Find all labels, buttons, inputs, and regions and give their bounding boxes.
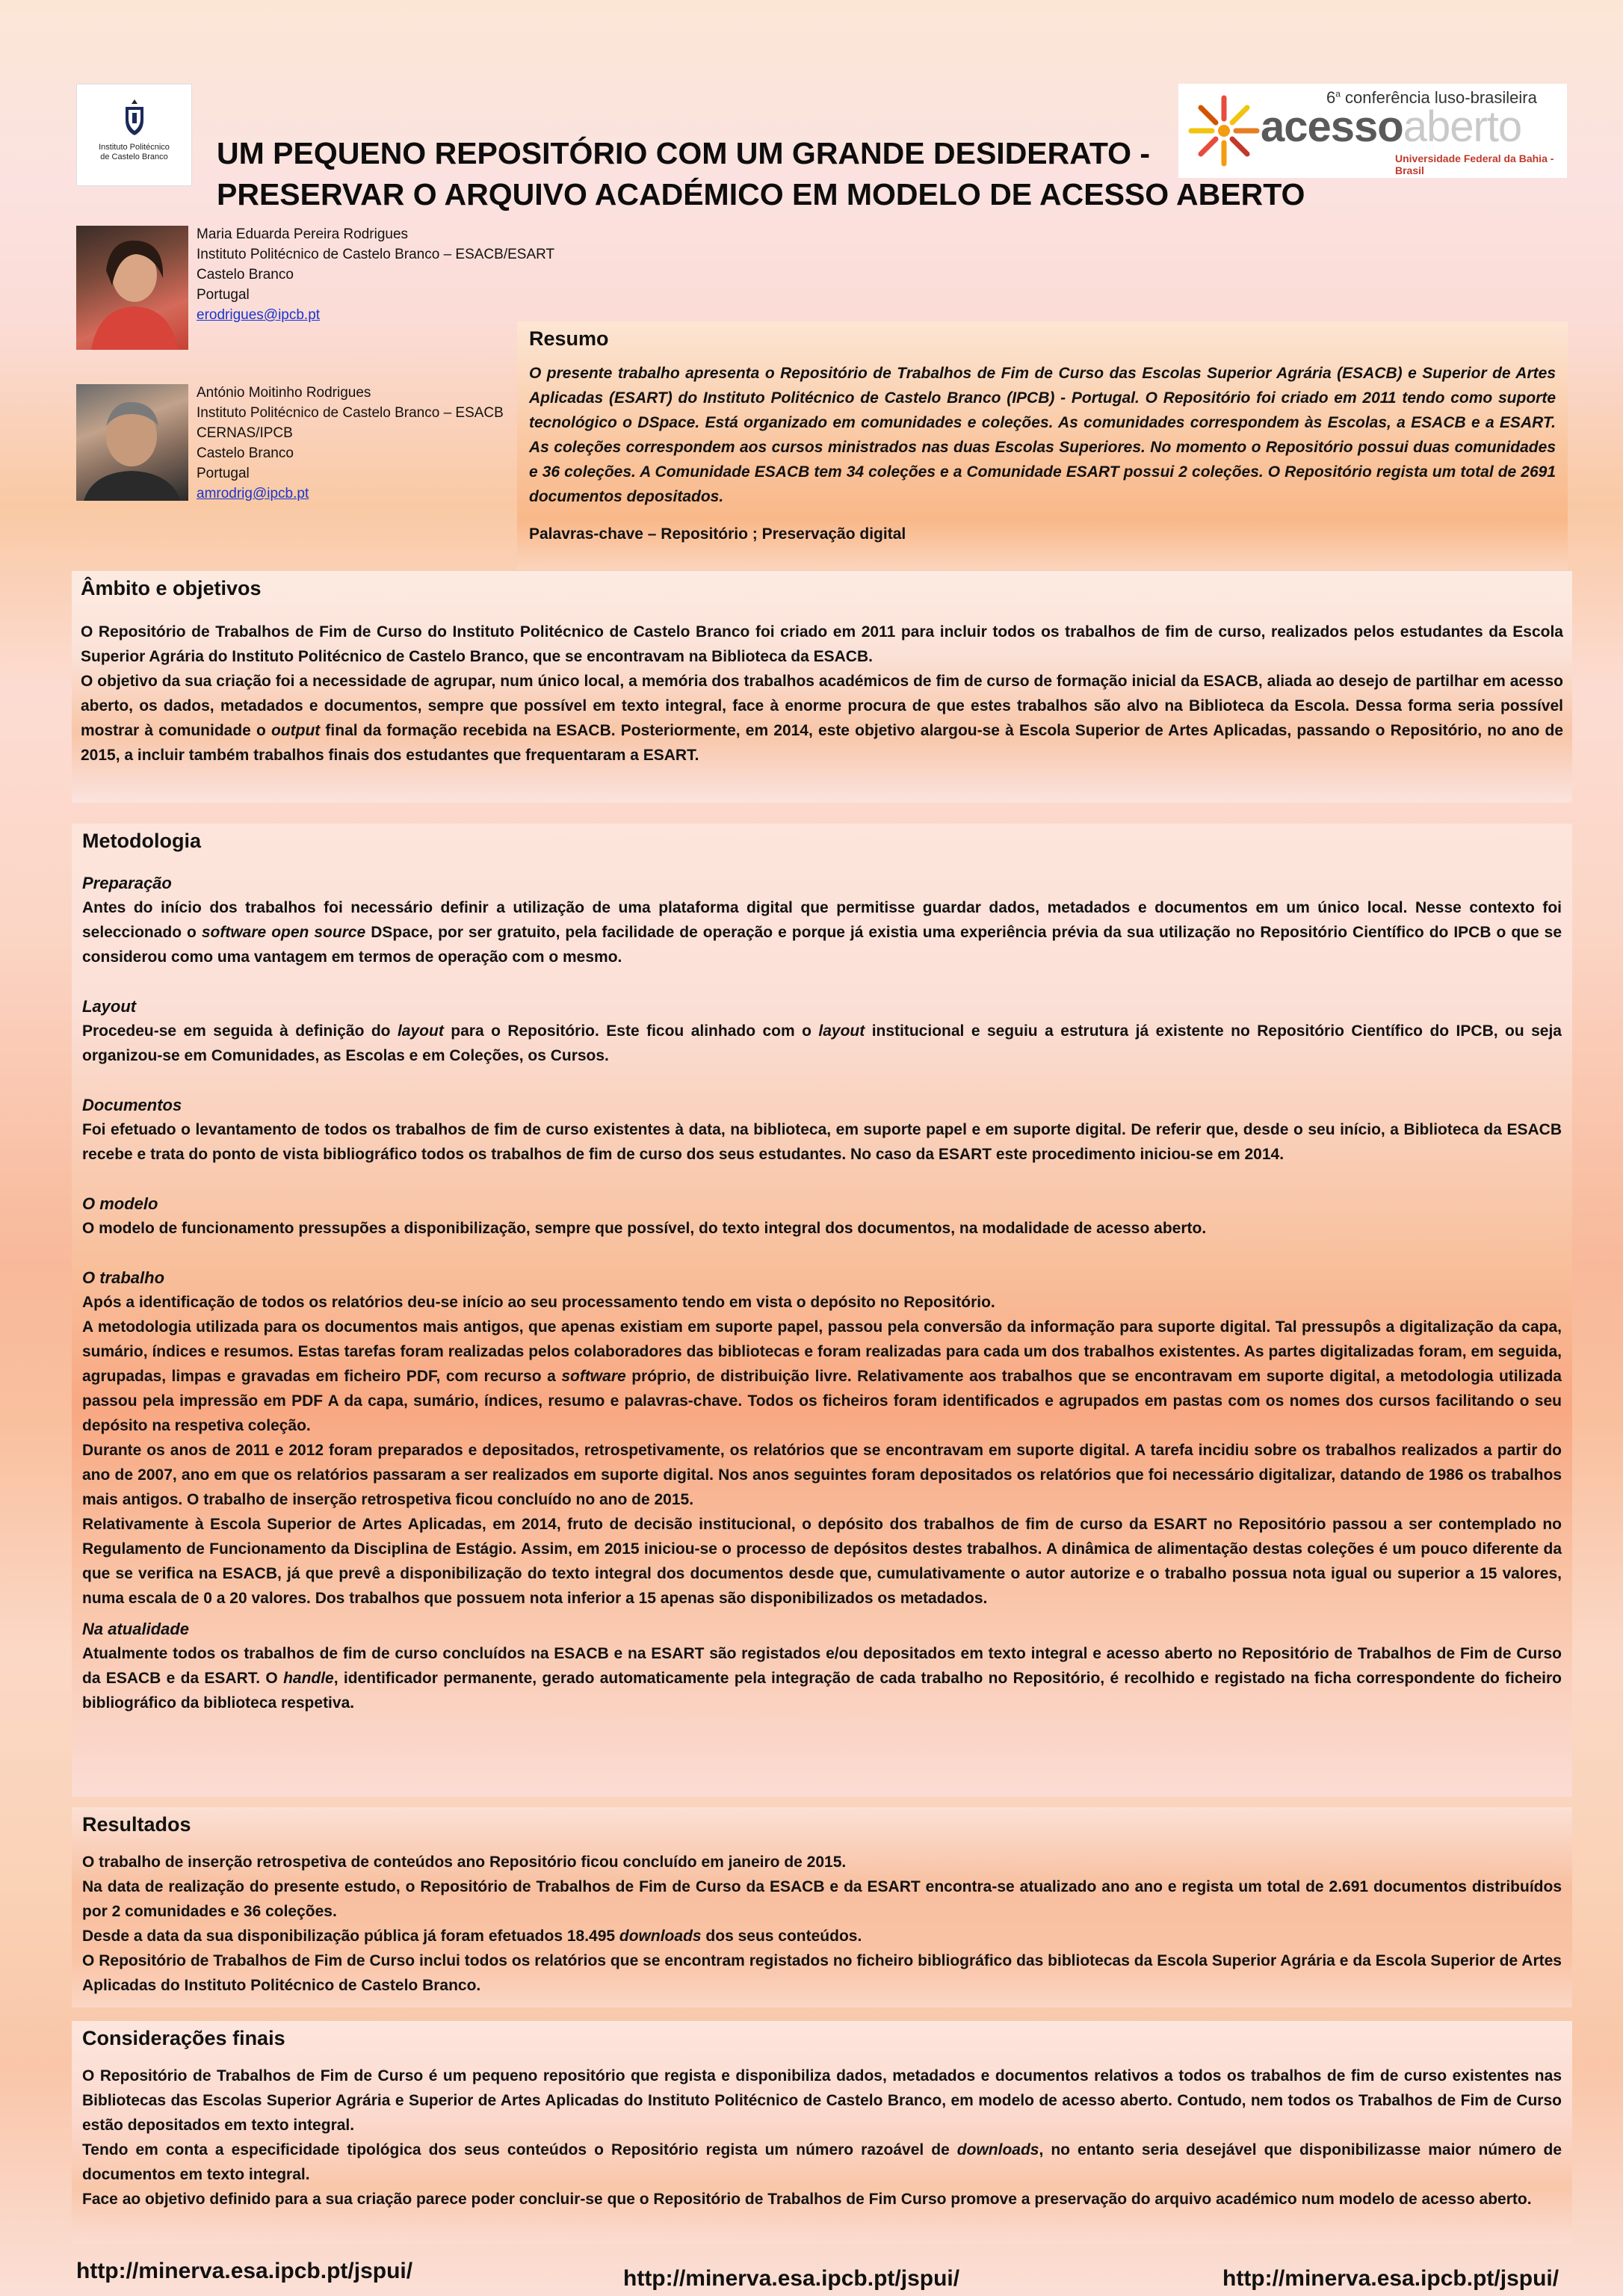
- work-p2-a: A metodologia utilizada para os documentos mais antigos, que apenas existiam em suporte papel, passou pela conversão da informação para suporte digital. Tal pressupôs a digitalização da capa, sumário, índices e resumos. Estas tarefas foram realizadas pelos colaboradores das bibliotecas e foram realizadas para cada um dos trabalhos existentes. As partes digitalizadas foram, em seguida, agrupadas, limpas e gravadas em ficheiro PDF, com recurso a: [82, 1318, 1562, 1385]
- conference-host: Universidade Federal da Bahia - Brasil: [1395, 152, 1554, 176]
- abstract-heading: Resumo: [529, 327, 609, 350]
- wordmark-acesso: acesso: [1261, 102, 1403, 151]
- results-heading: Resultados: [82, 1813, 191, 1836]
- ipcb-crest-icon: [121, 98, 148, 137]
- layout-em-2: layout: [818, 1022, 865, 1040]
- prep-paragraph: [82, 895, 1562, 969]
- author-2-email[interactable]: amrodrig@ipcb.pt: [197, 486, 309, 502]
- scope-p2-em: output: [270, 722, 321, 739]
- work-p2-b: próprio, de distribuição livre. Relativamente aos trabalhos que se encontravam em suporte digital, a metodologia utilizada passou pela impressão em PDF A da capa, sumário, índices, resumo e palavras-chave. Todos os ficheiros foram identificados e agrupados em pastas com os nomes dos cursos facilitando o seu depósito na respetiva coleção.: [82, 1368, 1562, 1434]
- author-2-country: Portugal: [197, 466, 250, 481]
- methodology-heading: Metodologia: [82, 830, 201, 852]
- conclusions-panel: [72, 2021, 1572, 2244]
- author-2-name: António Moitinho Rodrigues: [197, 385, 371, 401]
- results-p3-a: Desde a data da sua disponibilização pública já foram efetuados 18.495: [82, 1928, 619, 1945]
- scope-paragraph-1: O Repositório de Trabalhos de Fim de Curso do Instituto Politécnico de Castelo Branco foi criado em 2011 para incluir todos os trabalhos de fim de curso, realizados pelos estudantes da Escola Superior Agrária do Instituto Politécnico de Castelo Branco, que se encontravam na Biblioteca da ESACB.: [81, 623, 1563, 665]
- results-paragraph-4: O Repositório de Trabalhos de Fim de Curso inclui todos os relatórios que se encontram registados no ficheiro bibliográfico das bibliotecas da Escola Superior Agrária e da Escola Superior de Artes Aplicadas do Instituto Politécnico de Castelo Branco.: [82, 1952, 1562, 1994]
- documents-paragraph: Foi efetuado o levantamento de todos os trabalhos de fim de curso existentes à data, na biblioteca, em suporte papel e em suporte digital. De referir que, desde o seu início, a Biblioteca da ESACB recebe e trata do ponto de vista bibliográfico todos os trabalhos de fim de curso dos seus estudantes. No caso da ESART este procedimento iniciou-se em 2014.: [82, 1121, 1562, 1163]
- title-line-1: UM PEQUENO REPOSITÓRIO COM UM GRANDE DESIDERATO -: [217, 136, 1151, 170]
- documents-subheading: Documentos: [82, 1096, 182, 1114]
- results-p3-b: dos seus conteúdos.: [701, 1928, 862, 1945]
- author-2-unit: CERNAS/IPCB: [197, 425, 293, 441]
- current-subheading: Na atualidade: [82, 1620, 190, 1638]
- prep-a: Antes do início dos trabalhos foi necessário definir a utilização de uma plataforma digital que permitisse guardar dados, metadados e documentos em um único local. Nesse contexto foi seleccionado o: [82, 899, 1562, 941]
- current-b: , identificador permanente, gerado automaticamente pela integração de cada trabalho no Repositório, é recolhido e registado na ficha correspondente do ficheiro bibliográfico da biblioteca respetiva.: [82, 1670, 1562, 1712]
- work-paragraph-1: Após a identificação de todos os relatórios deu-se início ao seu processamento tendo em vista o depósito no Repositório.: [82, 1294, 995, 1311]
- ipcb-logo: [76, 84, 192, 186]
- footer-url-right[interactable]: http://minerva.esa.ipcb.pt/jspui/: [1222, 2266, 1559, 2291]
- author-1: [197, 224, 554, 325]
- conclusions-p2-b: , no entanto seria desejável que disponibilizasse maior número de documentos em texto integral.: [82, 2141, 1562, 2183]
- abstract-panel: [517, 321, 1568, 570]
- work-subheading: O trabalho: [82, 1268, 165, 1287]
- methodology-panel: [72, 824, 1572, 1797]
- results-p3-em: downloads: [619, 1928, 702, 1945]
- work-paragraph-3: Durante os anos de 2011 e 2012 foram preparados e depositados, retrospetivamente, os relatórios que se encontravam em suporte digital. A tarefa incidiu sobre os trabalhos realizados a partir do ano de 2007, ano em que os relatórios passaram a ser realizados em suporte digital. Nos anos seguintes foram depositados os relatórios que foi necessário digitalizar, datando de 1986 os trabalhos mais antigos. O trabalho de inserção retrospetiva ficou concluído no ano de 2015.: [82, 1442, 1562, 1508]
- title-line-2: PRESERVAR O ARQUIVO ACADÉMICO EM MODELO DE ACESSO ABERTO: [217, 177, 1305, 212]
- results-paragraph-3: [82, 1924, 1562, 1948]
- results-panel: [72, 1807, 1572, 2008]
- scope-heading: Âmbito e objetivos: [81, 577, 262, 599]
- ipcb-logo-line2: de Castelo Branco: [100, 152, 168, 161]
- author-1-city: Castelo Branco: [197, 267, 294, 283]
- current-a: Atualmente todos os trabalhos de fim de curso concluídos na ESACB e na ESART são registados e/ou depositados em texto integral e acesso aberto no Repositório de Trabalhos de Fim de Curso da ESACB e da ESART. O: [82, 1645, 1562, 1687]
- work-p2-em: software: [561, 1368, 626, 1385]
- current-em: handle: [283, 1670, 334, 1687]
- work-paragraph-4: Relativamente à Escola Superior de Artes Aplicadas, em 2014, fruto de decisão institucional, o depósito dos trabalhos de fim de curso da ESART no Repositório passou a ser contemplado no Regulamento de Funcionamento da Disciplina de Estágio. Assim, em 2015 iniciou-se o processo de depósitos destes trabalhos. A dinâmica de alimentação destas coleções é um pouco diferente da que se verifica na ESACB, já que prevê a disponibilização do texto integral dos documentos desde que, cumulativamente o autor autorize e o trabalho possua nota igual ou superior a 15 valores, numa escala de 0 a 20 valores. Dos trabalhos que possuem nota inferior a 15 apenas são disponibilizados os metadados.: [82, 1516, 1562, 1607]
- results-paragraph-2: Na data de realização do presente estudo, o Repositório de Trabalhos de Fim de Curso da ESACB e da ESART encontra-se atualizado ano ano e regista um total de 2.691 documentos distribuídos por 2 comunidades e 36 coleções.: [82, 1878, 1562, 1920]
- model-paragraph: O modelo de funcionamento pressupões a disponibilização, sempre que possível, do texto integral dos documentos, na modalidade de acesso aberto.: [82, 1220, 1207, 1237]
- model-subheading: O modelo: [82, 1194, 158, 1213]
- layout-c: institucional e seguiu a estrutura já existente no Repositório Científico do IPCB, ou seja organizou-se em Comunidades, as Escolas e em Coleções, os Cursos.: [82, 1022, 1562, 1064]
- layout-em-1: layout: [397, 1022, 444, 1040]
- layout-paragraph: [82, 1019, 1562, 1068]
- conclusions-paragraph-3: Face ao objetivo definido para a sua criação parece poder concluir-se que o Repositório de Trabalhos de Fim Curso promove a preservação do arquivo académico num modelo de acesso aberto.: [82, 2191, 1532, 2208]
- scope-p2-a: O objetivo da sua criação foi a necessidade de agrupar, num único local, a memória dos trabalhos académicos de fim de curso de formação inicial da ESACB, aliada ao desejo de partilhar em acesso aberto, os dados, metadados e documentos, sempre que possível em texto integral, face à enorme procura de que estes trabalhos são alvo na Biblioteca da Escola. Dessa forma seria possível mostrar à comunidade o: [81, 673, 1563, 739]
- results-paragraph-1: O trabalho de inserção retrospetiva de conteúdos ano Repositório ficou concluído em janeiro de 2015.: [82, 1854, 847, 1871]
- prep-b: DSpace, por ser gratuito, pela facilidade de operação e porque já existia uma experiência prévia da sua utilização no Repositório Científico do IPCB o que se considerou como uma vantagem em termos de operação com o mesmo.: [82, 924, 1562, 966]
- footer-url-left[interactable]: http://minerva.esa.ipcb.pt/jspui/: [76, 2259, 413, 2283]
- author-2-affiliation: Instituto Politécnico de Castelo Branco – ESACB: [197, 405, 504, 421]
- conf-edition-number: 6: [1326, 88, 1336, 107]
- author-2-city: Castelo Branco: [197, 445, 294, 461]
- prep-subheading: Preparação: [82, 874, 172, 892]
- layout-subheading: Layout: [82, 997, 137, 1016]
- current-paragraph: [82, 1641, 1562, 1715]
- author-photo-1: [76, 226, 188, 350]
- author-1-affiliation: Instituto Politécnico de Castelo Branco – ESACB/ESART: [197, 247, 555, 262]
- conf-edition-rest: conferência luso-brasileira: [1340, 88, 1537, 107]
- scope-p2-b: final da formação recebida na ESACB. Posteriormente, em 2014, este objetivo alargou-se à Escola Superior de Artes Aplicadas, passando o Repositório, no ano de 2015, a incluir também trabalhos finais dos estudantes que frequentaram a ESART.: [81, 722, 1564, 764]
- conclusions-paragraph-2: [82, 2138, 1562, 2187]
- author-1-email[interactable]: erodrigues@ipcb.pt: [197, 307, 321, 323]
- scope-paragraph-2: [81, 669, 1563, 768]
- layout-b: para o Repositório. Este ficou alinhado com o: [443, 1022, 819, 1040]
- author-1-name: Maria Eduarda Pereira Rodrigues: [197, 226, 409, 242]
- conclusions-p2-a: Tendo em conta a especificidade tipológica dos seus conteúdos o Repositório regista um número razoável de: [82, 2141, 957, 2158]
- poster-title: [217, 133, 1323, 215]
- author-photo-2: [76, 384, 188, 501]
- wordmark-aberto: aberto: [1403, 102, 1522, 151]
- person-portrait-icon: [76, 384, 188, 501]
- conclusions-heading: Considerações finais: [82, 2027, 285, 2049]
- footer-url-center[interactable]: http://minerva.esa.ipcb.pt/jspui/: [623, 2266, 960, 2291]
- author-2: [197, 383, 504, 504]
- abstract-text: O presente trabalho apresenta o Repositório de Trabalhos de Fim de Curso das Escolas Superior Agrária (ESACB) e Superior de Artes Aplicadas (ESART) do Instituto Politécnico de Castelo Branco (IPCB) - Portugal. O Repositório foi criado em 2011 tendo como suporte tecnológico o DSpace. Está organizado em comunidades e coleções. As comunidades correspondem às Escolas, a ESACB e a ESART. As coleções correspondem aos cursos ministrados nas duas Escolas Superiores. No momento o Repositório possui duas comunidades e 36 coleções. A Comunidade ESACB tem 34 coleções e a Comunidade ESART possui 2 coleções. O Repositório regista um total de 2691 documentos depositados.: [529, 365, 1556, 505]
- scope-panel: [72, 571, 1572, 803]
- author-1-country: Portugal: [197, 287, 250, 303]
- conf-edition-sup: a: [1335, 88, 1341, 99]
- work-paragraph-2: [82, 1315, 1562, 1438]
- layout-a: Procedeu-se em seguida à definição do: [82, 1022, 398, 1040]
- conclusions-p2-em: downloads: [956, 2141, 1039, 2158]
- conclusions-paragraph-1: O Repositório de Trabalhos de Fim de Curso é um pequeno repositório que regista e disponibiliza dados, metadados e documentos relativos a todos os trabalhos de fim de curso existentes nas Bibliotecas das Escolas Superior Agrária e Superior de Artes Aplicadas do Instituto Politécnico de Castelo Branco, em modelo de acesso aberto. Contudo, nem todos os Trabalhos de Fim de Curso estão depositados em texto integral.: [82, 2067, 1562, 2134]
- keywords: Palavras-chave – Repositório ; Preservação digital: [529, 525, 906, 543]
- person-portrait-icon: [76, 226, 188, 350]
- ipcb-logo-line1: Instituto Politécnico: [99, 143, 170, 152]
- prep-em: software open source: [201, 924, 366, 941]
